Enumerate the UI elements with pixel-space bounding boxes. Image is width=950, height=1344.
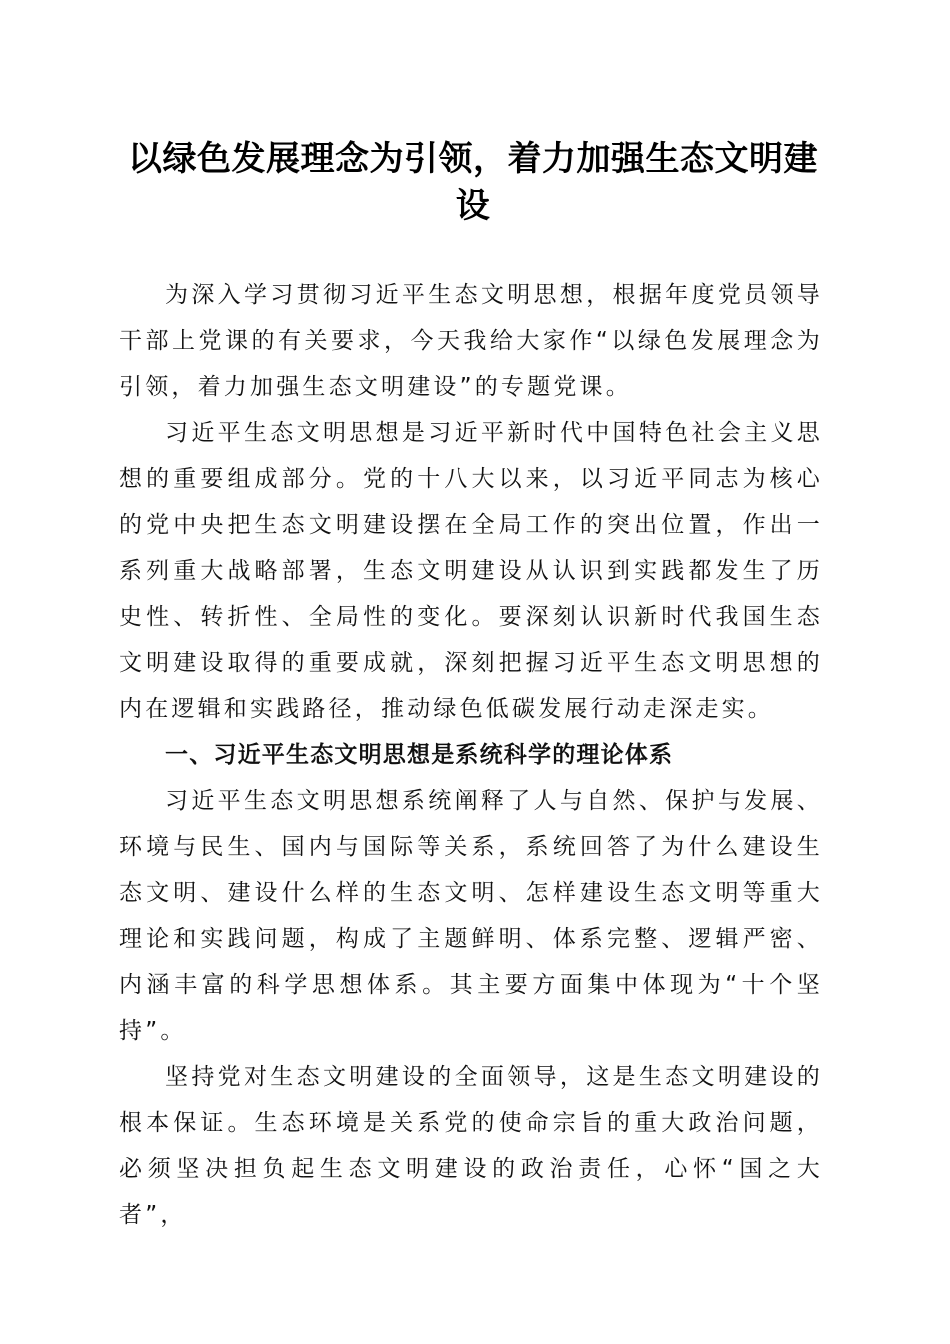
section-paragraph: 习近平生态文明思想系统阐释了人与自然、保护与发展、环境与民生、国内与国际等关系，系统回答了为什么建设生态文明、建设什么样的生态文明、怎样建设生态文明等重大理论和实践问题，构成了主题鲜明、体系完整、逻辑严密、内涵丰富的科学思想体系。其主要方面集中体现为“十个坚持”。: [119, 788, 823, 1044]
overview-paragraph: 习近平生态文明思想是习近平新时代中国特色社会主义思想的重要组成部分。党的十八大以来，以习近平同志为核心的党中央把生态文明建设摆在全局工作的突出位置，作出一系列重大战略部署，生态文明建设从认识到实践都发生了历史性、转折性、全局性的变化。要深刻认识新时代我国生态文明建设取得的重要成就，深刻把握习近平生态文明思想的内在逻辑和实践路径，推动绿色低碳发展行动走深走实。: [119, 420, 823, 722]
document-title: 以绿色发展理念为引领，着力加强生态文明建设: [128, 139, 818, 226]
section-paragraph: 坚持党对生态文明建设的全面领导，这是生态文明建设的根本保证。生态环境是关系党的使命宗旨的重大政治问题，必须坚决担负起生态文明建设的政治责任，心怀“国之大者”，: [119, 1064, 823, 1228]
document-body: [119, 272, 823, 1238]
section-heading: 一、习近平生态文明思想是系统科学的理论体系: [165, 742, 674, 768]
intro-paragraph: 为深入学习贯彻习近平生态文明思想，根据年度党员领导干部上党课的有关要求，今天我给大家作“以绿色发展理念为引领，着力加强生态文明建设”的专题党课。: [119, 282, 823, 400]
